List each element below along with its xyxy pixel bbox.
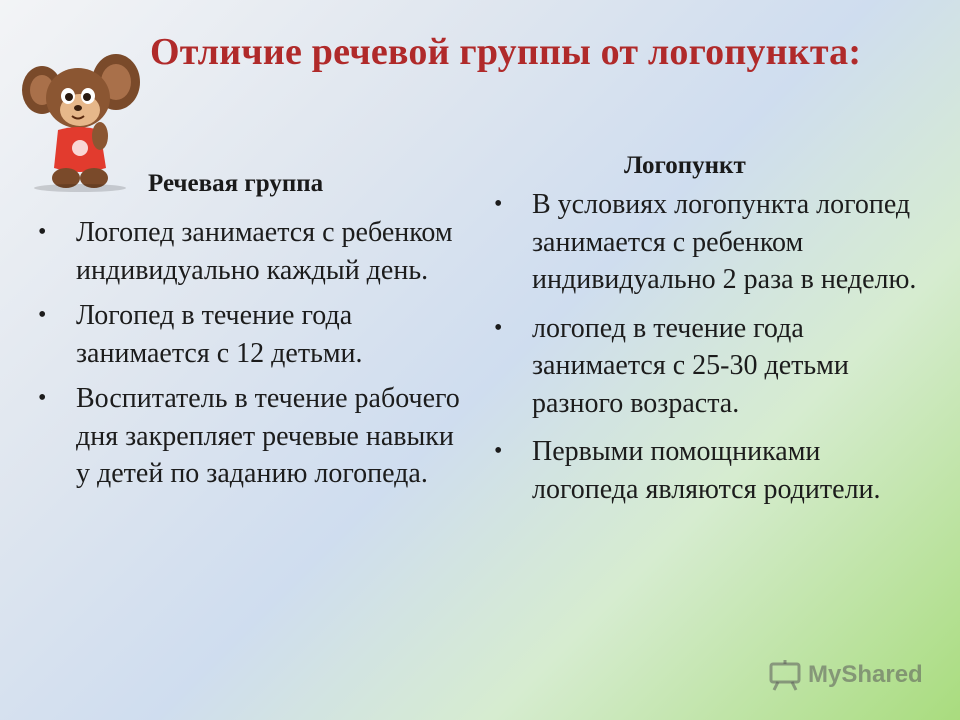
list-item-text: Первыми помощниками логопеда являются родители. xyxy=(532,436,881,505)
bullet-icon: • xyxy=(38,385,47,411)
list-item xyxy=(490,186,930,299)
slide-title: Отличие речевой группы от логопункта: xyxy=(150,31,862,73)
list-item xyxy=(34,214,464,289)
right-column-heading: Логопункт xyxy=(624,152,746,179)
list-item-text: В условиях логопункта логопед занимается с ребенком индивидуально 2 раза в неделю. xyxy=(532,189,917,295)
watermark xyxy=(768,655,923,695)
list-item xyxy=(34,297,464,372)
bullet-icon: • xyxy=(494,314,503,341)
left-column-heading: Речевая группа xyxy=(148,170,324,197)
list-item xyxy=(34,380,464,493)
left-bullet-list xyxy=(34,214,464,493)
right-bullet-list xyxy=(490,186,930,508)
list-item xyxy=(490,310,930,423)
bullet-icon: • xyxy=(38,302,47,328)
list-item-text: Логопед занимается с ребенком индивидуально каждый день. xyxy=(76,217,453,286)
list-item-text: Логопед в течение года занимается с 12 детьми. xyxy=(76,300,363,369)
presentation-board-icon xyxy=(768,658,802,692)
watermark-text: MyShared xyxy=(808,661,923,688)
list-item xyxy=(490,433,930,508)
bullet-icon: • xyxy=(38,219,47,245)
bullet-icon: • xyxy=(494,438,503,464)
right-column xyxy=(490,152,930,519)
list-item-text: логопед в течение года занимается с 25-30 детьми разного возраста. xyxy=(532,312,849,419)
list-item-text: Воспитатель в течение рабочего дня закрепляет речевые навыки у детей по заданию логопеда. xyxy=(76,383,460,489)
bullet-icon: • xyxy=(494,191,503,217)
left-column xyxy=(34,170,464,501)
